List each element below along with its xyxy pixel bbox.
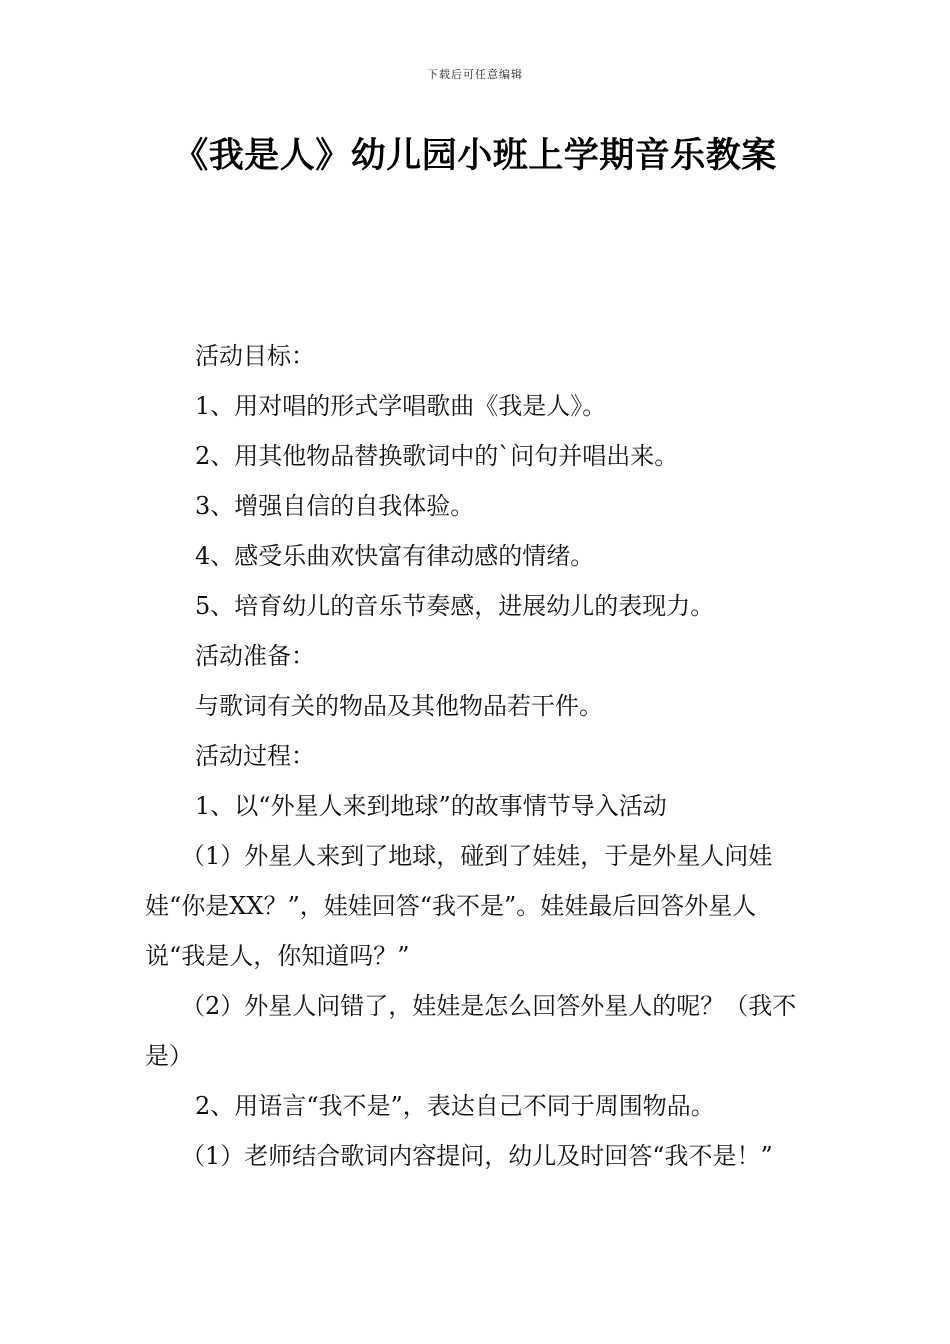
document-body — [145, 331, 810, 1181]
process-step-2-1: （1）老师结合歌词内容提问，幼儿及时回答“我不是！” — [181, 1142, 773, 1170]
process-step-1: 1、以“外星人来到地球”的故事情节导入活动 — [195, 792, 667, 820]
process-step-1-2: （2）外星人问错了，娃娃是怎么回答外星人的呢？（我不是） — [145, 992, 797, 1070]
goal-item-3: 3、增强自信的自我体验。 — [195, 492, 475, 520]
process-step-2: 2、用语言“我不是”，表达自己不同于周围物品。 — [195, 1092, 715, 1120]
process-step-1-1: （1）外星人来到了地球，碰到了娃娃，于是外星人问娃娃“你是XX？”，娃娃回答“我不是”。娃娃最后回答外星人说“我是人，你知道吗？” — [145, 842, 773, 970]
document-title: 《我是人》幼儿园小班上学期音乐教案 — [173, 136, 777, 176]
header-note: 下载后可任意编辑 — [427, 68, 523, 81]
goal-item-2: 2、用其他物品替换歌词中的`问句并唱出来。 — [195, 442, 679, 470]
goal-item-1: 1、用对唱的形式学唱歌曲《我是人》。 — [195, 392, 607, 420]
process-heading: 活动过程： — [195, 742, 315, 770]
goal-item-5: 5、培育幼儿的音乐节奏感，进展幼儿的表现力。 — [195, 592, 715, 620]
preparation-heading: 活动准备： — [195, 642, 315, 670]
preparation-text: 与歌词有关的物品及其他物品若干件。 — [195, 692, 603, 720]
goal-item-4: 4、感受乐曲欢快富有律动感的情绪。 — [195, 542, 595, 570]
goals-heading: 活动目标： — [195, 342, 315, 370]
